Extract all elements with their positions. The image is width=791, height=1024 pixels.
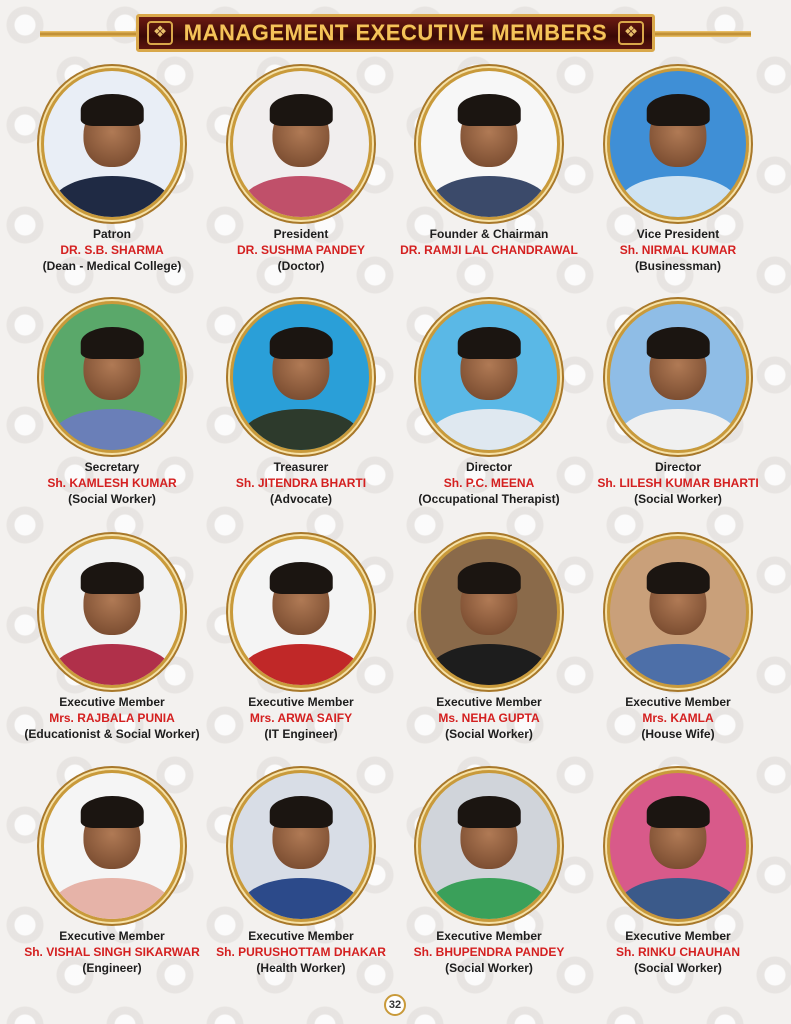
member-name: Sh. NIRMAL KUMAR — [619, 243, 737, 257]
member-name: Ms. NEHA GUPTA — [438, 711, 540, 725]
member-description: (Social Worker) — [634, 961, 722, 975]
member-card — [206, 770, 396, 976]
member-name: Sh. LILESH KUMAR BHARTI — [597, 476, 759, 490]
portrait-hair — [647, 796, 710, 828]
portrait-body — [243, 878, 360, 922]
portrait-icon — [233, 539, 369, 685]
portrait-hair — [270, 327, 333, 359]
portrait-icon — [44, 773, 180, 919]
member-description: (Social Worker) — [445, 961, 533, 975]
member-role: Director — [654, 460, 701, 474]
member-role: Patron — [92, 227, 131, 241]
member-photo — [230, 536, 372, 688]
member-card — [394, 770, 584, 976]
portrait-body — [620, 409, 737, 453]
portrait-hair — [81, 796, 144, 828]
member-name: Sh. KAMLESH KUMAR — [47, 476, 177, 490]
member-name: DR. S.B. SHARMA — [60, 243, 164, 257]
member-description: (Social Worker) — [68, 492, 156, 506]
member-description: (Doctor) — [277, 259, 325, 273]
member-role: Executive Member — [625, 929, 731, 943]
member-role: Executive Member — [436, 695, 542, 709]
member-role: Executive Member — [59, 929, 165, 943]
member-photo — [418, 536, 560, 688]
member-description: (Dean - Medical College) — [42, 259, 182, 273]
portrait-hair — [647, 327, 710, 359]
member-description: (Educationist & Social Worker) — [24, 727, 200, 741]
portrait-body — [431, 409, 548, 453]
portrait-icon — [233, 773, 369, 919]
member-name: Sh. P.C. MEENA — [443, 476, 535, 490]
member-description: (Social Worker) — [445, 727, 533, 741]
portrait-icon — [421, 304, 557, 450]
member-card — [394, 536, 584, 742]
member-photo — [41, 536, 183, 688]
portrait-icon — [233, 71, 369, 217]
portrait-body — [54, 878, 171, 922]
member-role: Founder & Chairman — [429, 227, 549, 241]
member-card — [583, 68, 773, 274]
portrait-icon — [44, 71, 180, 217]
member-description: (Businessman) — [634, 259, 722, 273]
member-name: Sh. RINKU CHAUHAN — [616, 945, 740, 959]
member-role: Treasurer — [273, 460, 329, 474]
portrait-body — [431, 176, 548, 220]
member-photo — [607, 536, 749, 688]
member-description: (Engineer) — [82, 961, 142, 975]
portrait-icon — [610, 773, 746, 919]
portrait-body — [54, 176, 171, 220]
member-name: Mrs. KAMLA — [642, 711, 714, 725]
portrait-hair — [458, 562, 521, 594]
member-photo — [230, 68, 372, 220]
member-role: Executive Member — [436, 929, 542, 943]
member-name: Mrs. RAJBALA PUNIA — [49, 711, 175, 725]
page-title: MANAGEMENT EXECUTIVE MEMBERS — [183, 20, 608, 45]
member-card — [394, 301, 584, 507]
portrait-hair — [270, 562, 333, 594]
portrait-hair — [81, 94, 144, 126]
member-role: Executive Member — [248, 695, 354, 709]
member-name: DR. SUSHMA PANDEY — [236, 243, 365, 257]
portrait-icon — [233, 304, 369, 450]
member-card — [583, 536, 773, 742]
member-card — [583, 770, 773, 976]
member-role: Director — [465, 460, 512, 474]
page-number: 32 — [384, 994, 406, 1016]
member-card — [17, 536, 207, 742]
member-photo — [607, 68, 749, 220]
member-name: Mrs. ARWA SAIFY — [249, 711, 353, 725]
portrait-body — [54, 644, 171, 688]
portrait-icon — [610, 304, 746, 450]
portrait-body — [243, 644, 360, 688]
member-name: Sh. BHUPENDRA PANDEY — [413, 945, 565, 959]
portrait-body — [243, 409, 360, 453]
member-role: Executive Member — [248, 929, 354, 943]
member-name: Sh. JITENDRA BHARTI — [235, 476, 367, 490]
member-card — [17, 301, 207, 507]
member-photo — [607, 301, 749, 453]
portrait-icon — [44, 539, 180, 685]
member-name: DR. RAMJI LAL CHANDRAWAL — [400, 243, 578, 257]
portrait-hair — [270, 796, 333, 828]
portrait-body — [620, 176, 737, 220]
member-description: (IT Engineer) — [264, 727, 338, 741]
member-photo — [418, 68, 560, 220]
member-role: Vice President — [636, 227, 720, 241]
member-photo — [607, 770, 749, 922]
portrait-body — [243, 176, 360, 220]
member-photo — [418, 301, 560, 453]
member-photo — [41, 68, 183, 220]
portrait-icon — [44, 304, 180, 450]
member-photo — [230, 770, 372, 922]
member-name: Sh. PURUSHOTTAM DHAKAR — [216, 945, 386, 959]
portrait-hair — [647, 94, 710, 126]
portrait-body — [431, 644, 548, 688]
member-role: Executive Member — [625, 695, 731, 709]
portrait-hair — [458, 796, 521, 828]
member-card — [206, 536, 396, 742]
member-role: Executive Member — [59, 695, 165, 709]
member-photo — [41, 770, 183, 922]
portrait-icon — [610, 539, 746, 685]
member-card — [583, 301, 773, 507]
member-description: (House Wife) — [641, 727, 715, 741]
member-role: President — [273, 227, 329, 241]
portrait-hair — [270, 94, 333, 126]
portrait-icon — [610, 71, 746, 217]
member-role: Secretary — [84, 460, 140, 474]
portrait-body — [54, 409, 171, 453]
member-card — [17, 770, 207, 976]
member-photo — [41, 301, 183, 453]
portrait-hair — [81, 562, 144, 594]
member-description: (Social Worker) — [634, 492, 722, 506]
member-photo — [230, 301, 372, 453]
portrait-body — [620, 878, 737, 922]
ornament-icon: ❖ — [147, 21, 173, 45]
member-photo — [418, 770, 560, 922]
member-description: (Occupational Therapist) — [418, 492, 560, 506]
ornament-icon: ❖ — [618, 21, 644, 45]
member-description: (Advocate) — [269, 492, 332, 506]
member-card — [17, 68, 207, 274]
portrait-body — [431, 878, 548, 922]
portrait-body — [620, 644, 737, 688]
member-card — [206, 68, 396, 274]
portrait-icon — [421, 773, 557, 919]
member-name: Sh. VISHAL SINGH SIKARWAR — [24, 945, 200, 959]
portrait-hair — [647, 562, 710, 594]
member-description: (Health Worker) — [256, 961, 346, 975]
member-card — [206, 301, 396, 507]
portrait-icon — [421, 71, 557, 217]
portrait-hair — [458, 94, 521, 126]
member-card — [394, 68, 584, 258]
portrait-icon — [421, 539, 557, 685]
portrait-hair — [81, 327, 144, 359]
portrait-hair — [458, 327, 521, 359]
